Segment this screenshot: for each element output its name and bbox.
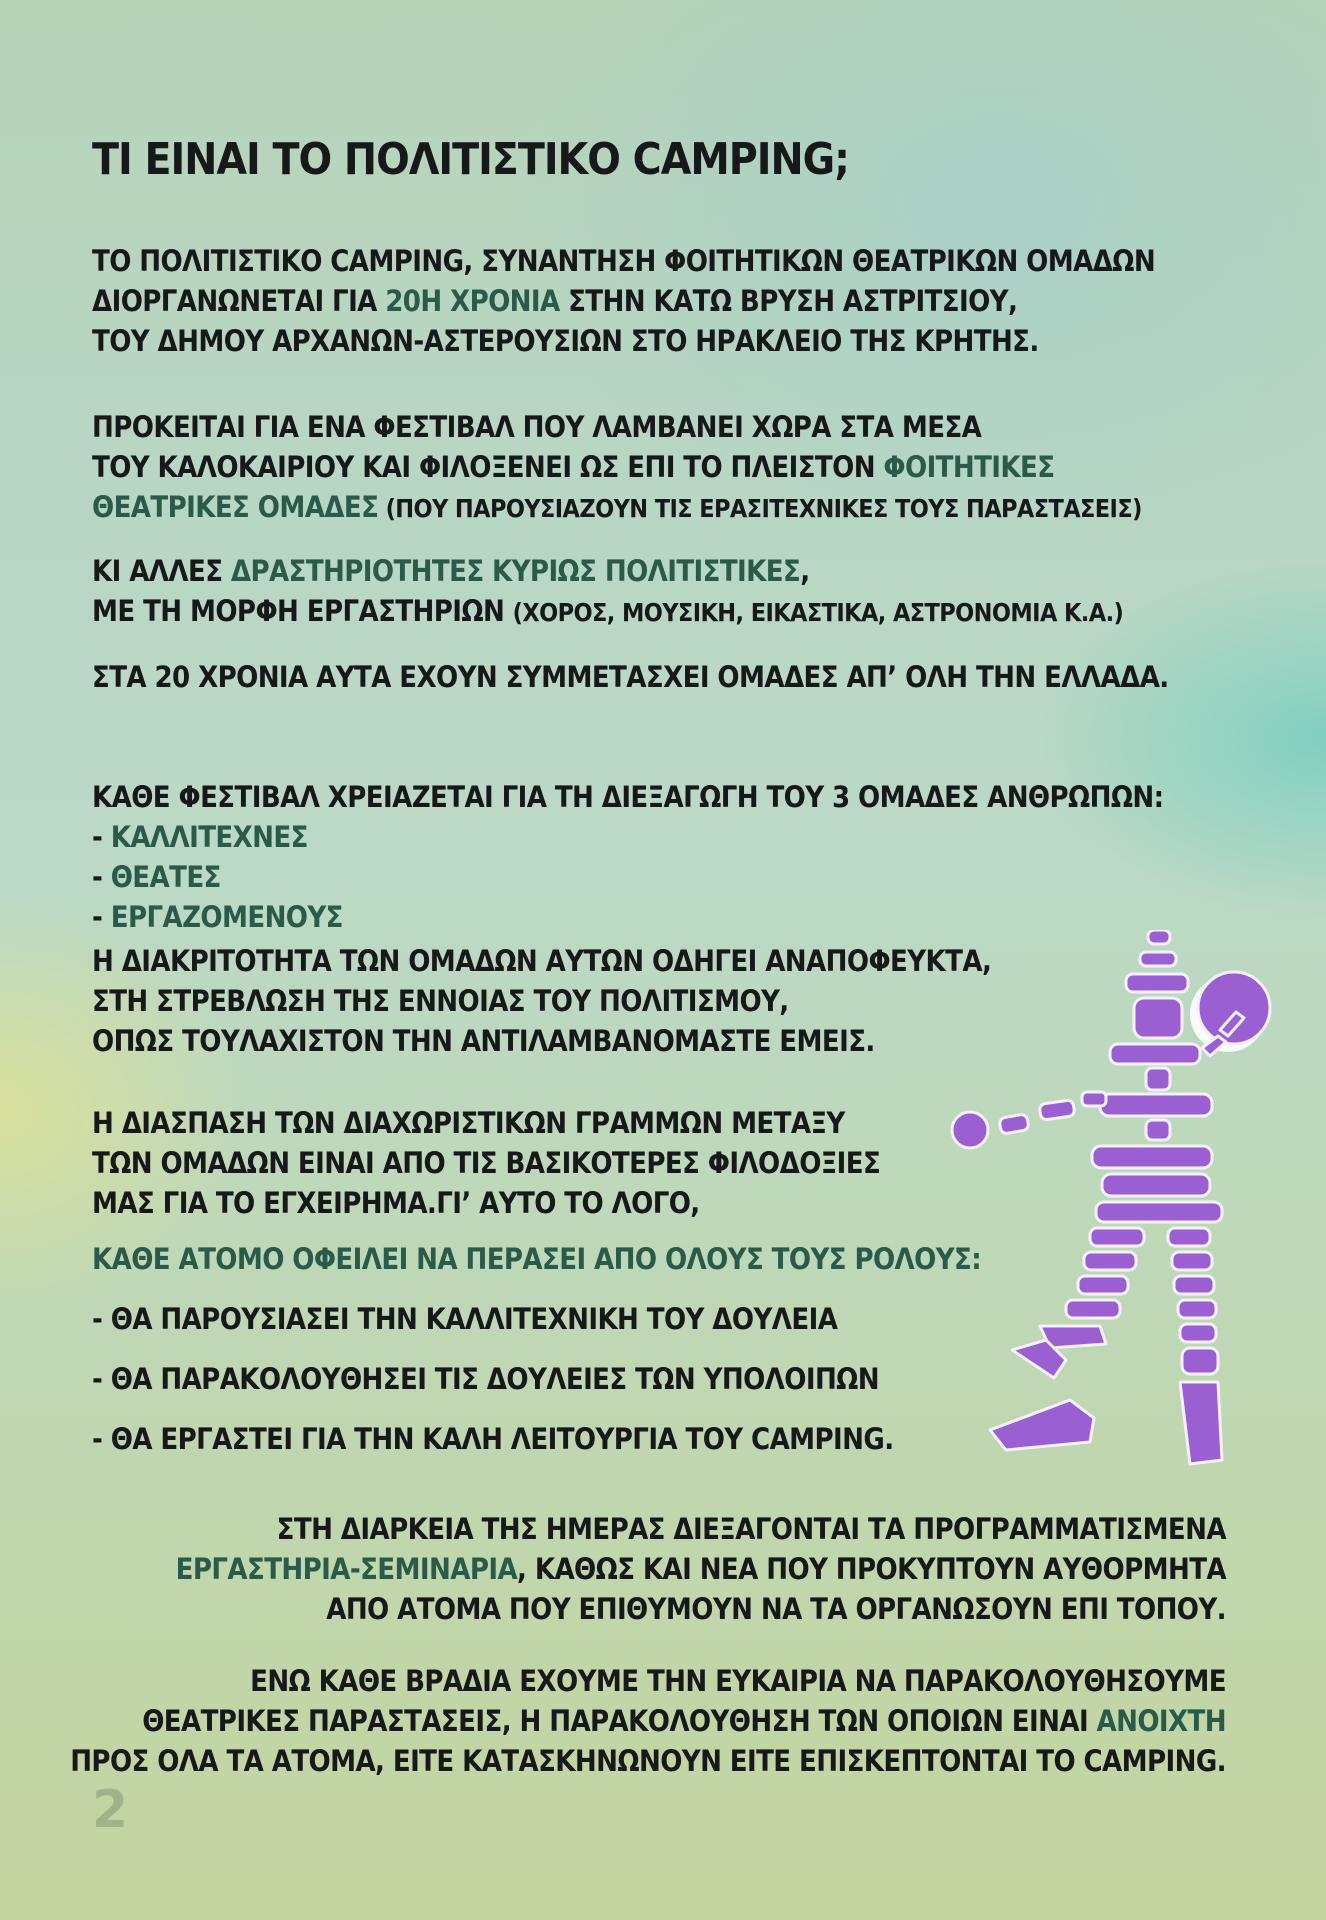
juggler-figure-illustration xyxy=(950,930,1280,1470)
open-highlight: ΑΝΟΙΧΤΗ xyxy=(1096,1704,1226,1738)
workshops-highlight: ΕΡΓΑΣΤΗΡΙΑ-ΣΕΜΙΝΑΡΙΑ xyxy=(175,1552,518,1586)
group-item-label: ΚΑΛΛΙΤΕΧΝΕΣ xyxy=(110,820,308,854)
page-number: 2 xyxy=(92,1780,129,1840)
group-item-spectators xyxy=(92,860,221,894)
intro-line-2-text: ΔΙΟΡΓΑΝΩΝΕΤΑΙ ΓΙΑ xyxy=(92,284,386,318)
day-line-2 xyxy=(176,1552,1226,1586)
day-line-1: ΣΤΗ ΔΙΑΡΚΕΙΑ ΤΗΣ ΗΜΕΡΑΣ ΔΙΕΞΑΓΟΝΤΑΙ ΤΑ ΠΡΟΓΡΑΜΜΑΤΙΣΜΕΝΑ xyxy=(276,1512,1226,1546)
role-item-work: - ΘΑ ΕΡΓΑΣΤΕΙ ΓΙΑ ΤΗΝ ΚΑΛΗ ΛΕΙΤΟΥΡΓΙΑ ΤΟΥ CAMPING. xyxy=(92,1422,894,1456)
festival-line-4-text: ΚΙ ΑΛΛΕΣ xyxy=(92,554,231,588)
intro-year-highlight: 20Η ΧΡΟΝΙΑ xyxy=(385,284,560,318)
group-item-workers xyxy=(92,900,343,934)
page-title: ΤΙ ΕΙΝΑΙ ΤΟ ΠΟΛΙΤΙΣΤΙΚΟ CAMPING; xyxy=(92,134,849,185)
groups-line-2: ΣΤΗ ΣΤΡΕΒΛΩΣΗ ΤΗΣ ΕΝΝΟΙΑΣ ΤΟΥ ΠΟΛΙΤΙΣΜΟΥ, xyxy=(92,984,789,1018)
intro-line-2-rest: ΣΤΗΝ ΚΑΤΩ ΒΡΥΣΗ ΑΣΤΡΙΤΣΙΟΥ, xyxy=(559,284,1018,318)
night-line-1: ΕΝΩ ΚΑΘΕ ΒΡΑΔΙΑ ΕΧΟΥΜΕ ΤΗΝ ΕΥΚΑΙΡΙΑ ΝΑ ΠΑΡΑΚΟΛΟΥΘΗΣΟΥΜΕ xyxy=(250,1664,1226,1698)
theatre-groups-highlight: ΘΕΑΤΡΙΚΕΣ ΟΜΑΔΕΣ xyxy=(92,490,379,524)
festival-line-3 xyxy=(92,490,1142,524)
night-line-2 xyxy=(142,1704,1226,1738)
festival-line-2 xyxy=(92,450,1054,484)
night-line-2-text: ΘΕΑΤΡΙΚΕΣ ΠΑΡΑΣΤΑΣΕΙΣ, Η ΠΑΡΑΚΟΛΟΥΘΗΣΗ ΤΩΝ ΟΠΟΙΩΝ ΕΙΝΑΙ xyxy=(142,1704,1097,1738)
ball-icon xyxy=(1198,972,1270,1044)
roles-line-2: ΤΩΝ ΟΜΑΔΩΝ ΕΙΝΑΙ ΑΠΟ ΤΙΣ ΒΑΣΙΚΟΤΕΡΕΣ ΦΙΛΟΔΟΞΙΕΣ xyxy=(92,1146,881,1180)
activities-highlight: ΔΡΑΣΤΗΡΙΟΤΗΤΕΣ ΚΥΡΙΩΣ ΠΟΛΙΤΙΣΤΙΚΕΣ xyxy=(230,554,801,588)
group-item-label: ΕΡΓΑΖΟΜΕΝΟΥΣ xyxy=(110,900,343,934)
intro-line-3: ΤΟΥ ΔΗΜΟΥ ΑΡΧΑΝΩΝ-ΑΣΤΕΡΟΥΣΙΩΝ ΣΤΟ ΗΡΑΚΛΕΙΟ ΤΗΣ ΚΡΗΤΗΣ. xyxy=(92,324,1039,358)
festival-line-3-note: (ΠΟΥ ΠΑΡΟΥΣΙΑΖΟΥΝ ΤΙΣ ΕΡΑΣΙΤΕΧΝΙΚΕΣ ΤΟΥΣ ΠΑΡΑΣΤΑΣΕΙΣ) xyxy=(378,494,1142,523)
festival-line-4 xyxy=(92,554,810,588)
festival-line-5 xyxy=(92,594,1123,628)
festival-line-2-text: ΤΟΥ ΚΑΛΟΚΑΙΡΙΟΥ ΚΑΙ ΦΙΛΟΞΕΝΕΙ ΩΣ ΕΠΙ ΤΟ ΠΛΕΙΣΤΟΝ xyxy=(92,450,884,484)
day-line-2-text: , ΚΑΘΩΣ ΚΑΙ ΝΕΑ ΠΟΥ ΠΡΟΚΥΠΤΟΥΝ ΑΥΘΟΡΜΗΤΑ xyxy=(517,1552,1226,1586)
group-item-label: ΘΕΑΤΕΣ xyxy=(110,860,221,894)
festival-line-1: ΠΡΟΚΕΙΤΑΙ ΓΙΑ ΕΝΑ ΦΕΣΤΙΒΑΛ ΠΟΥ ΛΑΜΒΑΝΕΙ ΧΩΡΑ ΣΤΑ ΜΕΣΑ xyxy=(92,410,982,444)
groups-intro: ΚΑΘΕ ΦΕΣΤΙΒΑΛ ΧΡΕΙΑΖΕΤΑΙ ΓΙΑ ΤΗ ΔΙΕΞΑΓΩΓΗ ΤΟΥ 3 ΟΜΑΔΕΣ ΑΝΘΡΩΠΩΝ: xyxy=(92,780,1164,814)
festival-line-6: ΣΤΑ 20 ΧΡΟΝΙΑ ΑΥΤΑ ΕΧΟΥΝ ΣΥΜΜΕΤΑΣΧΕΙ ΟΜΑΔΕΣ ΑΠ’ ΟΛΗ ΤΗΝ ΕΛΛΑΔΑ. xyxy=(92,660,1169,694)
intro-line-2 xyxy=(92,284,1017,318)
roles-line-4: ΚΑΘΕ ΑΤΟΜΟ ΟΦΕΙΛΕΙ ΝΑ ΠΕΡΑΣΕΙ ΑΠΟ ΟΛΟΥΣ ΤΟΥΣ ΡΟΛΟΥΣ: xyxy=(92,1242,982,1276)
groups-line-3: ΟΠΩΣ ΤΟΥΛΑΧΙΣΤΟΝ ΤΗΝ ΑΝΤΙΛΑΜΒΑΝΟΜΑΣΤΕ ΕΜΕΙΣ. xyxy=(92,1024,875,1058)
role-item-watch: - ΘΑ ΠΑΡΑΚΟΛΟΥΘΗΣΕΙ ΤΙΣ ΔΟΥΛΕΙΕΣ ΤΩΝ ΥΠΟΛΟΙΠΩΝ xyxy=(92,1362,879,1396)
role-item-present: - ΘΑ ΠΑΡΟΥΣΙΑΣΕΙ ΤΗΝ ΚΑΛΛΙΤΕΧΝΙΚΗ ΤΟΥ ΔΟΥΛΕΙΑ xyxy=(92,1302,838,1336)
group-item-artists xyxy=(92,820,308,854)
roles-line-1: Η ΔΙΑΣΠΑΣΗ ΤΩΝ ΔΙΑΧΩΡΙΣΤΙΚΩΝ ΓΡΑΜΜΩΝ ΜΕΤΑΞΥ xyxy=(92,1106,845,1140)
groups-line-1: Η ΔΙΑΚΡΙΤΟΤΗΤΑ ΤΩΝ ΟΜΑΔΩΝ ΑΥΤΩΝ ΟΔΗΓΕΙ ΑΝΑΠΟΦΕΥΚΤΑ, xyxy=(92,944,992,978)
festival-line-5-text: ΜΕ ΤΗ ΜΟΡΦΗ ΕΡΓΑΣΤΗΡΙΩΝ xyxy=(92,594,513,628)
roles-line-3: ΜΑΣ ΓΙΑ ΤΟ ΕΓΧΕΙΡΗΜΑ.ΓΙ’ ΑΥΤΟ ΤΟ ΛΟΓΟ, xyxy=(92,1186,700,1220)
dash: - xyxy=(92,820,111,854)
intro-line-1: ΤΟ ΠΟΛΙΤΙΣΤΙΚΟ CAMPING, ΣΥΝΑΝΤΗΣΗ ΦΟΙΤΗΤΙΚΩΝ ΘΕΑΤΡΙΚΩΝ ΟΜΑΔΩΝ xyxy=(92,244,1156,278)
student-highlight: ΦΟΙΤΗΤΙΚΕΣ xyxy=(883,450,1055,484)
workshop-list: (ΧΟΡΟΣ, ΜΟΥΣΙΚΗ, ΕΙΚΑΣΤΙΚΑ, ΑΣΤΡΟΝΟΜΙΑ Κ.Α.) xyxy=(512,598,1124,627)
night-line-3: ΠΡΟΣ ΟΛΑ ΤΑ ΑΤΟΜΑ, ΕΙΤΕ ΚΑΤΑΣΚΗΝΩΝΟΥΝ ΕΙΤΕ ΕΠΙΣΚΕΠΤΟΝΤΑΙ ΤΟ CAMPING. xyxy=(70,1744,1226,1778)
day-line-3: ΑΠΟ ΑΤΟΜΑ ΠΟΥ ΕΠΙΘΥΜΟΥΝ ΝΑ ΤΑ ΟΡΓΑΝΩΣΟΥΝ ΕΠΙ ΤΟΠΟΥ. xyxy=(326,1592,1226,1626)
dash: - xyxy=(92,860,111,894)
dash: - xyxy=(92,900,111,934)
festival-line-4-comma: , xyxy=(800,554,810,588)
